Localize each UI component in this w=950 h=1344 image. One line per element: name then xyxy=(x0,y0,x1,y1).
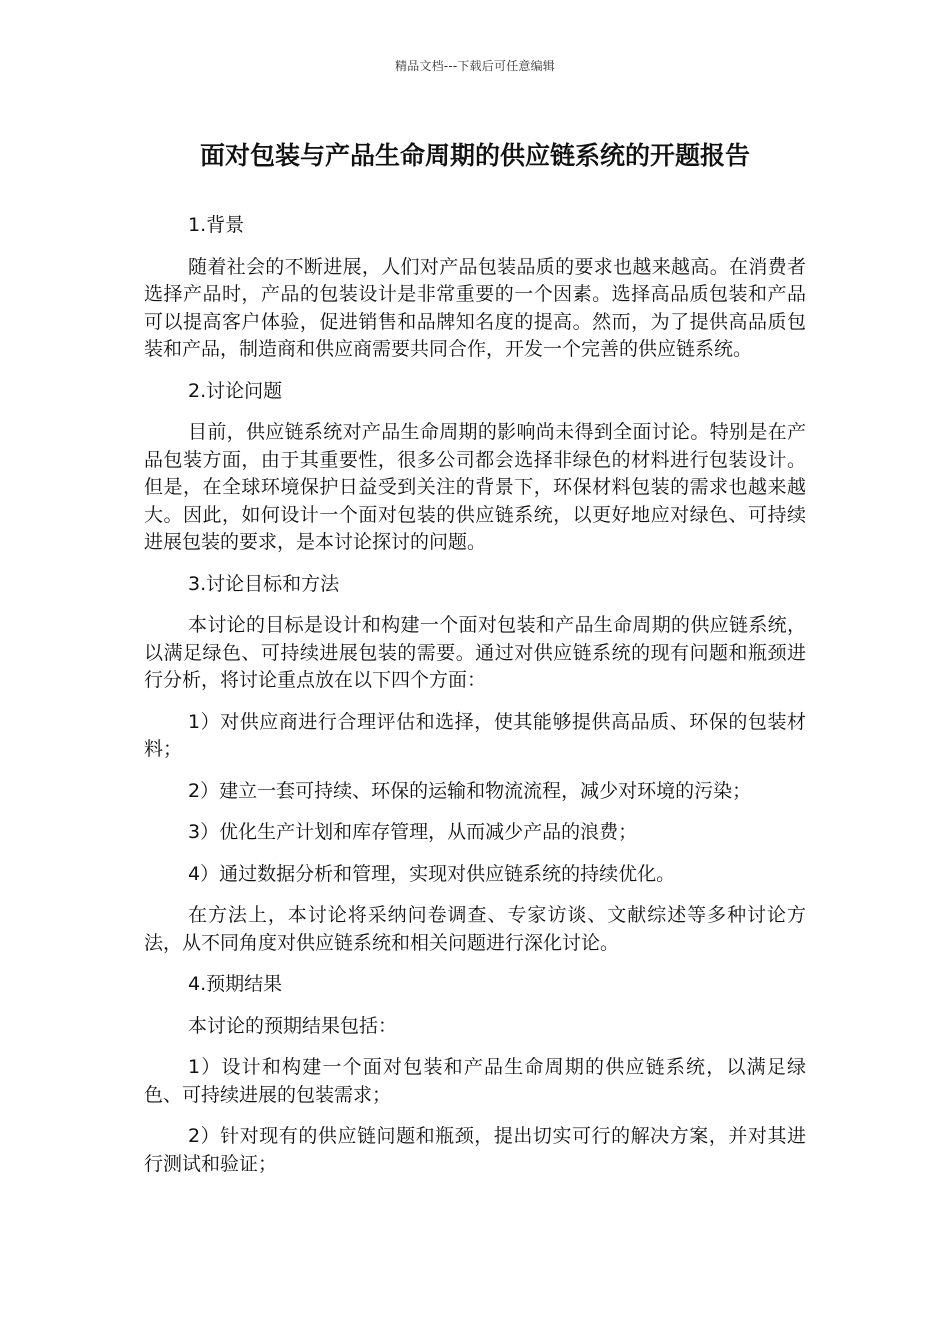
section-heading-goals-methods: 3.讨论目标和方法 xyxy=(188,572,340,595)
document-body xyxy=(144,212,806,1192)
paragraph-methods: 在方法上，本讨论将采纳问卷调查、专家访谈、文献综述等多种讨论方法，从不同角度对供应链系统和相关问题进行深化讨论。 xyxy=(144,904,806,954)
header-note: 精品文档---下载后可任意编辑 xyxy=(395,59,555,73)
paragraph-problem: 目前，供应链系统对产品生命周期的影响尚未得到全面讨论。特别是在产品包装方面，由于其重要性，很多公司都会选择非绿色的材料进行包装设计。但是，在全球环境保护日益受到关注的背景下，环保材料包装的需求也越来越大。因此，如何设计一个面对包装的供应链系统，以更好地应对绿色、可持续进展包装的要求，是本讨论探讨的问题。 xyxy=(144,421,806,553)
section-heading-problem: 2.讨论问题 xyxy=(188,379,283,402)
list-item-result-1: 1）设计和构建一个面对包装和产品生命周期的供应链系统，以满足绿色、可持续进展的包装需求； xyxy=(144,1056,806,1106)
document-title: 面对包装与产品生命周期的供应链系统的开题报告 xyxy=(199,141,750,170)
list-item-result-2: 2）针对现有的供应链问题和瓶颈，提出切实可行的解决方案，并对其进行测试和验证； xyxy=(144,1125,806,1175)
paragraph-goals: 本讨论的目标是设计和构建一个面对包装和产品生命周期的供应链系统，以满足绿色、可持续进展包装的需要。通过对供应链系统的现有问题和瓶颈进行分析，将讨论重点放在以下四个方面： xyxy=(144,614,806,691)
paragraph-expected-results: 本讨论的预期结果包括： xyxy=(188,1014,398,1037)
list-item-goal-1: 1）对供应商进行合理评估和选择，使其能够提供高品质、环保的包装材料； xyxy=(144,710,806,760)
list-item-goal-4: 4）通过数据分析和管理，实现对供应链系统的持续优化。 xyxy=(188,862,676,885)
list-item-goal-3: 3）优化生产计划和库存管理，从而减少产品的浪费； xyxy=(188,821,638,843)
list-item-goal-2: 2）建立一套可持续、环保的运输和物流流程，减少对环境的污染； xyxy=(188,779,752,802)
section-heading-expected-results: 4.预期结果 xyxy=(188,973,283,995)
section-heading-background: 1.背景 xyxy=(188,214,245,236)
paragraph-background: 随着社会的不断进展，人们对产品包装品质的要求也越来越高。在消费者选择产品时，产品的包装设计是非常重要的一个因素。选择高品质包装和产品可以提高客户体验，促进销售和品牌知名度的提高。然而，为了提供高品质包装和产品，制造商和供应商需要共同合作，开发一个完善的供应链系统。 xyxy=(144,255,806,360)
